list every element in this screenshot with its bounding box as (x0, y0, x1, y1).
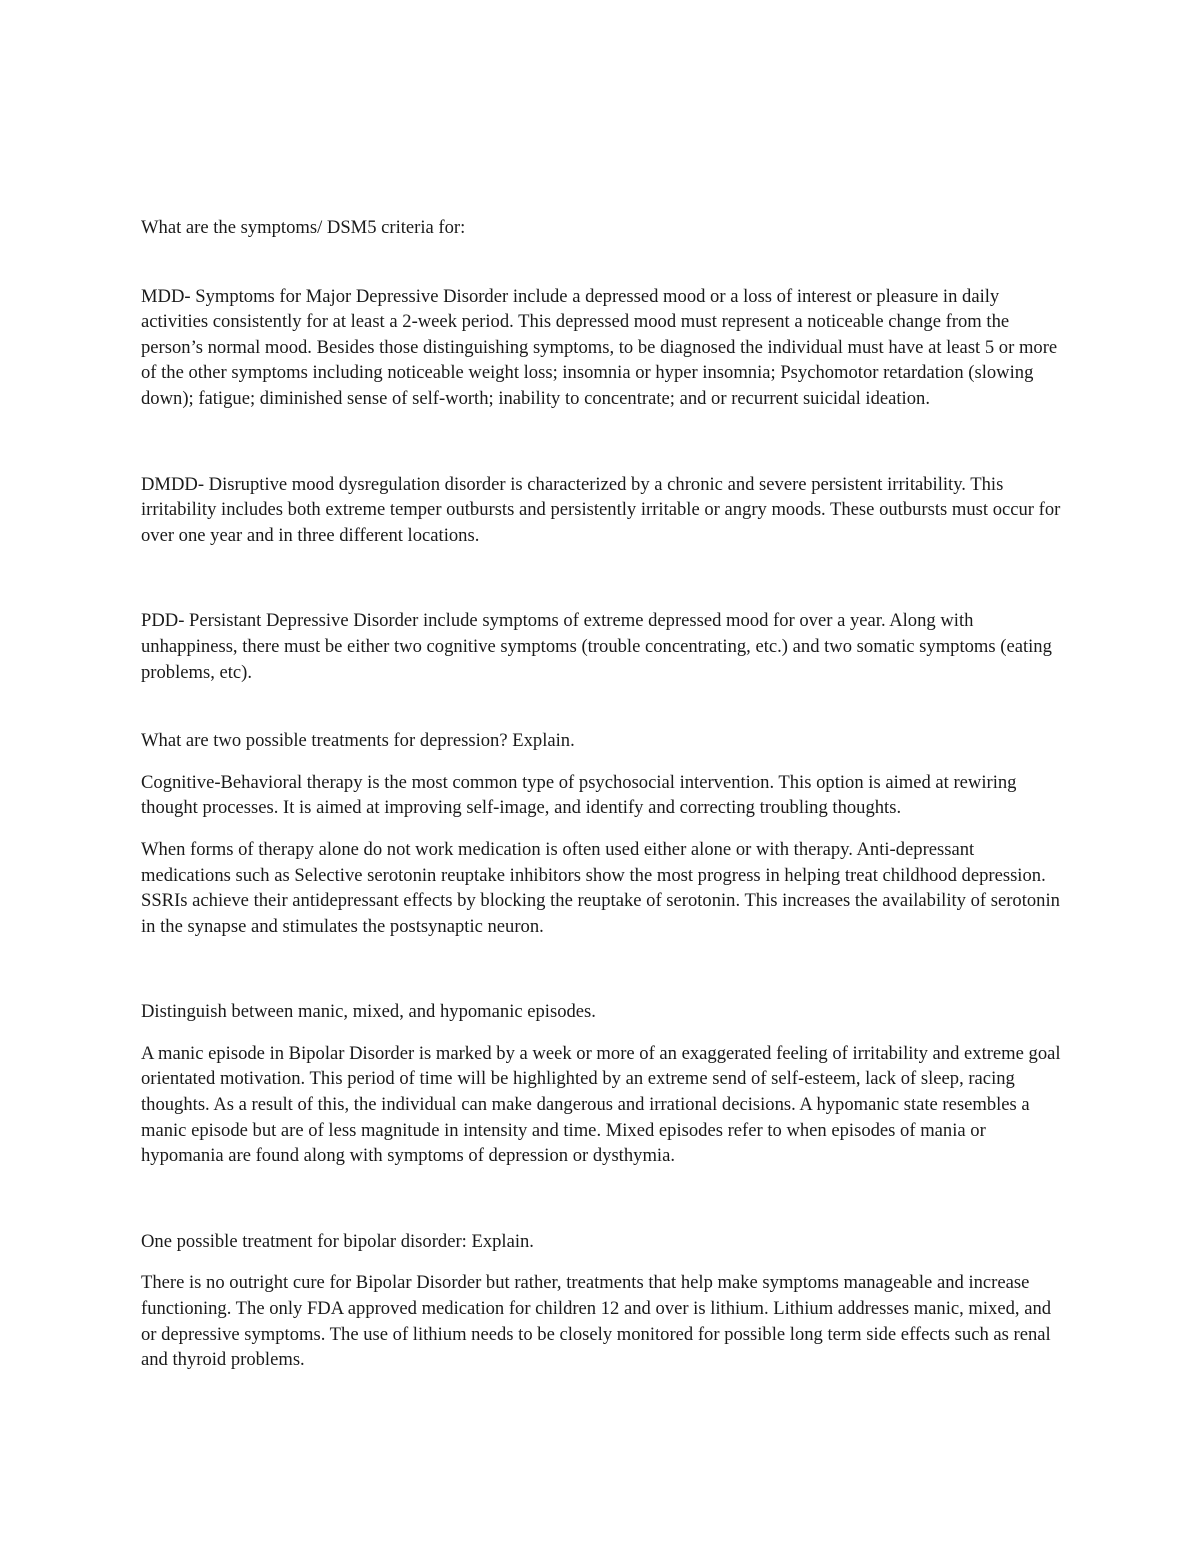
treatment-cbt-paragraph: Cognitive-Behavioral therapy is the most common type of psychosocial intervention. This option is aimed at rewiring thought processes. It is aimed at improving self-image, and identify and correcting troubling thoughts. (141, 771, 1017, 819)
mdd-paragraph: MDD- Symptoms for Major Depressive Disorder include a depressed mood or a loss of interest or pleasure in daily activities consistently for at least a 2-week period. This depressed mood must represent a noticeable change from the person’s normal mood. Besides those distinguishing symptoms, to be diagnosed the individual must have at least 5 or more of the other symptoms including noticeable weight loss; insomnia or hyper insomnia; Psychomotor retardation (slowing down); fatigue; diminished sense of self-worth; inability to concentrate; and or recurrent suicidal ideation. (141, 285, 1058, 409)
treatment-medication-paragraph: When forms of therapy alone do not work medication is often used either alone or with therapy. Anti-depressant medications such as Selective serotonin reuptake inhibitors show the most progress in helping treat childhood depression. SSRIs achieve their antidepressant effects by blocking the reuptake of serotonin. This increases the availability of serotonin in the synapse and stimulates the postsynaptic neuron. (141, 838, 1060, 937)
intro-question: What are the symptoms/ DSM5 criteria for: (141, 217, 466, 238)
pdd-paragraph: PDD- Persistant Depressive Disorder include symptoms of extreme depressed mood for over a year. Along with unhappiness, there must be either two cognitive symptoms (trouble concentrating, etc.) and two somatic symptoms (eating problems, etc). (141, 610, 1052, 683)
episodes-answer-paragraph: A manic episode in Bipolar Disorder is marked by a week or more of an exaggerated feeling of irritability and extreme goal orientated motivation. This period of time will be highlighted by an extreme send of self-esteem, lack of sleep, racing thoughts. As a result of this, the individual can make dangerous and irrational decisions. A hypomanic state resembles a manic episode but are of less magnitude in intensity and time. Mixed episodes refer to when episodes of mania or hypomania are found along with symptoms of depression or dysthymia. (141, 1042, 1061, 1167)
dmdd-paragraph: DMDD- Disruptive mood dysregulation disorder is characterized by a chronic and severe persistent irritability. This irritability includes both extreme temper outbursts and persistently irritable or angry moods. These outbursts must occur for over one year and in three different locations. (141, 473, 1061, 546)
episodes-question: Distinguish between manic, mixed, and hypomanic episodes. (141, 1001, 596, 1023)
document-body (141, 215, 1066, 1373)
treatment-question: What are two possible treatments for depression? Explain. (141, 730, 575, 752)
bipolar-answer-paragraph: There is no outright cure for Bipolar Disorder but rather, treatments that help make symptoms manageable and increase functioning. The only FDA approved medication for children 12 and over is lithium. Lithium addresses manic, mixed, and or depressive symptoms. The use of lithium needs to be closely monitored for possible long term side effects such as renal and thyroid problems. (141, 1272, 1052, 1371)
bipolar-question: One possible treatment for bipolar disorder: Explain. (141, 1230, 534, 1252)
